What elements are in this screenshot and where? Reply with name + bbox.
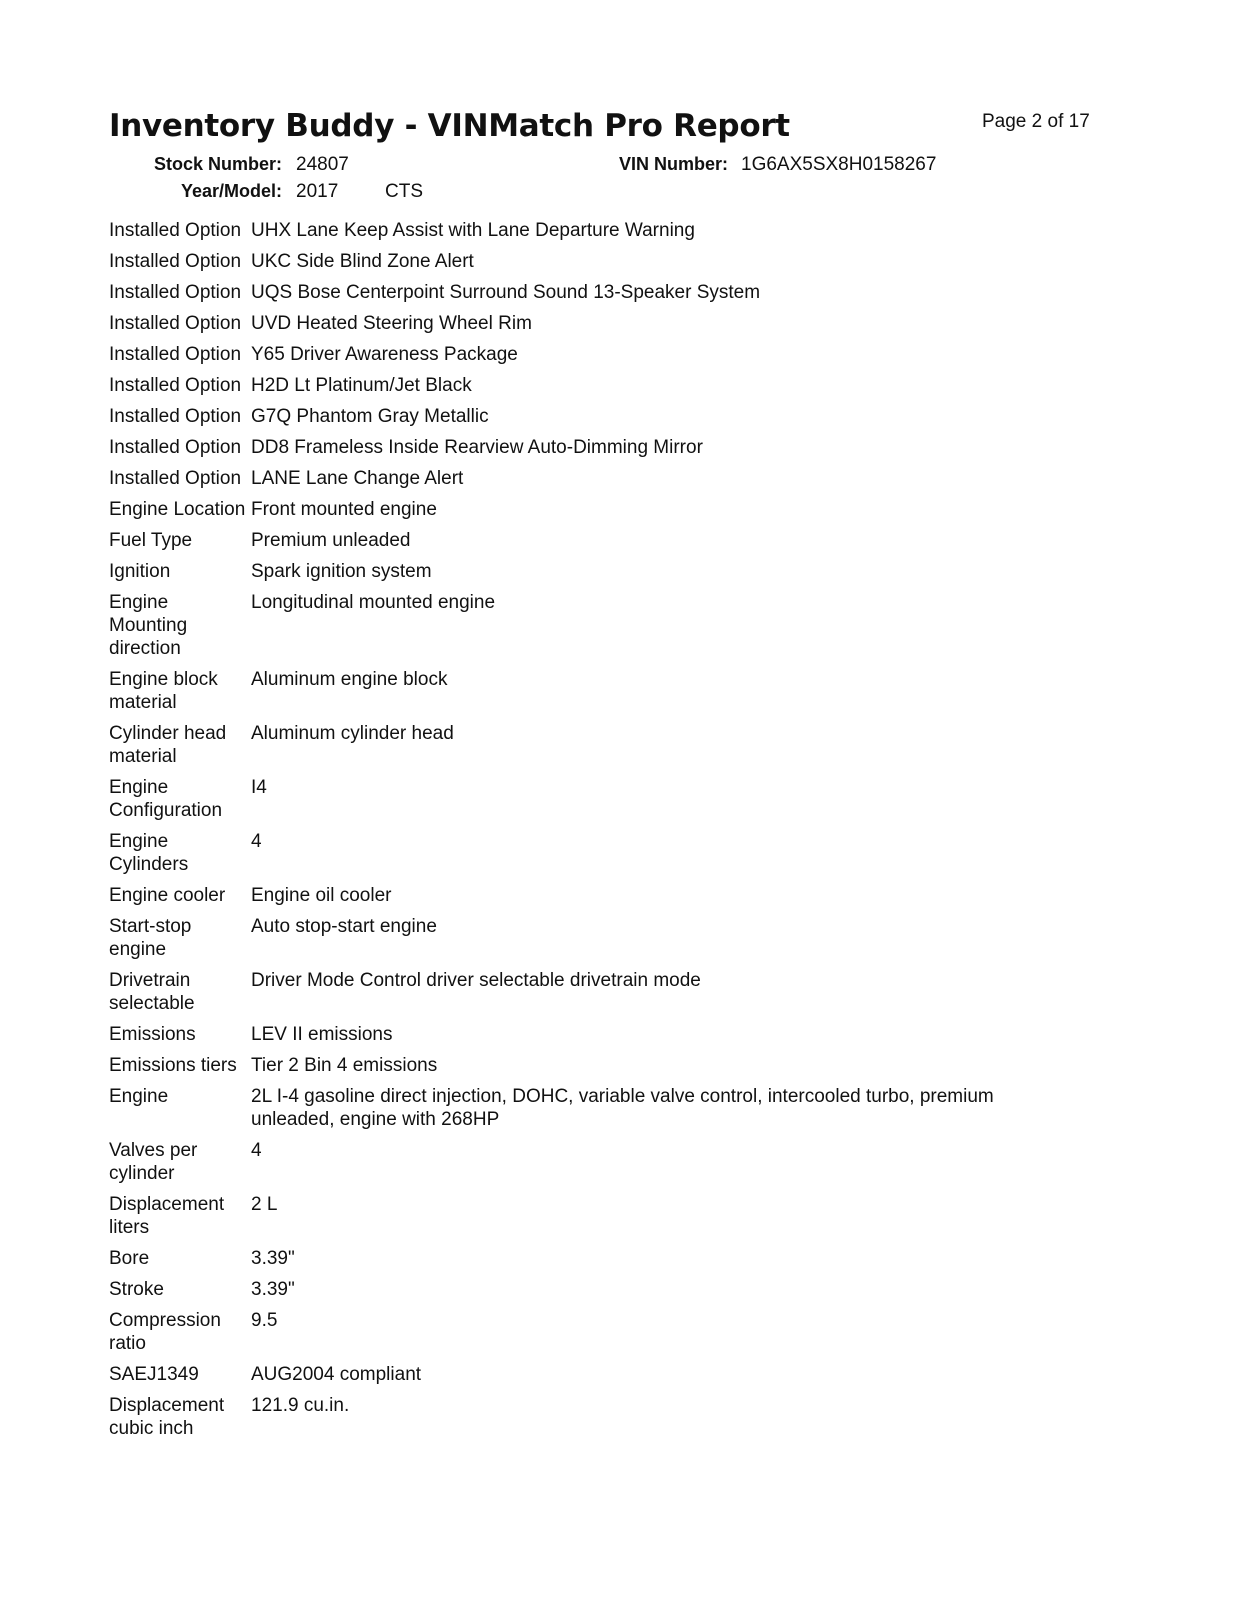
spec-value: H2D Lt Platinum/Jet Black [251,375,472,396]
spec-row [109,1053,1099,1084]
spec-value: Longitudinal mounted engine [251,592,496,613]
spec-row [109,968,1099,1022]
spec-row [109,1022,1099,1053]
spec-value: Auto stop-start engine [251,916,437,937]
spec-row [109,775,1099,829]
spec-value: UHX Lane Keep Assist with Lane Departure Warning [251,220,695,241]
spec-label: Engine [109,1086,169,1107]
spec-row [109,883,1099,914]
model-value: CTS [385,181,423,202]
spec-label: Cylinder head material [109,723,227,767]
spec-value: 9.5 [251,1310,278,1331]
spec-row [109,559,1099,590]
spec-label: Engine cooler [109,885,226,906]
spec-label: Engine Configuration [109,777,223,821]
spec-value: LANE Lane Change Alert [251,468,464,489]
spec-label: Emissions [109,1024,196,1045]
vin-number-label: VIN Number: [618,154,728,174]
spec-row [109,1308,1099,1362]
spec-label: Fuel Type [109,530,193,551]
spec-label: Installed Option [109,313,242,334]
spec-value: DD8 Frameless Inside Rearview Auto-Dimming Mirror [251,437,703,458]
spec-label: Drivetrain selectable [109,970,195,1014]
spec-value: AUG2004 compliant [251,1364,422,1385]
spec-label: Installed Option [109,251,242,272]
spec-value: 2 L [251,1194,278,1215]
spec-row [109,721,1099,775]
spec-value: Aluminum cylinder head [251,723,454,744]
spec-label: Installed Option [109,375,242,396]
spec-value: 3.39" [251,1248,295,1269]
spec-value: Spark ignition system [251,561,432,582]
spec-label: Stroke [109,1279,164,1300]
spec-value: 3.39" [251,1279,295,1300]
spec-label: Compression ratio [109,1310,221,1354]
spec-label: Emissions tiers [109,1055,237,1076]
spec-label: Installed Option [109,282,242,303]
spec-label: Engine Location [109,499,246,520]
spec-label: Installed Option [109,437,242,458]
spec-value: UVD Heated Steering Wheel Rim [251,313,532,334]
spec-value: Premium unleaded [251,530,411,551]
spec-row [109,1084,1099,1138]
spec-row [109,1362,1099,1393]
report-title: Inventory Buddy - VINMatch Pro Report [109,108,790,144]
spec-value: Engine oil cooler [251,885,392,906]
year-value: 2017 [296,181,339,202]
spec-row [109,914,1099,968]
spec-value: LEV II emissions [251,1024,393,1045]
spec-value: Driver Mode Control driver selectable drivetrain mode [251,970,701,991]
spec-value: Front mounted engine [251,499,437,520]
spec-row [109,1277,1099,1308]
spec-row [109,1138,1099,1192]
spec-label: Displacement cubic inch [109,1395,225,1439]
spec-value: I4 [251,777,267,798]
spec-label: Installed Option [109,220,242,241]
spec-value: 4 [251,831,262,852]
spec-row [109,667,1099,721]
spec-label: Displacement liters [109,1194,225,1238]
spec-row [109,311,1099,342]
spec-value: Tier 2 Bin 4 emissions [251,1055,438,1076]
vin-number-value: 1G6AX5SX8H0158267 [741,154,937,175]
stock-number-value: 24807 [296,154,349,175]
spec-row [109,466,1099,497]
spec-label: Start-stop engine [109,916,192,960]
spec-value: UQS Bose Centerpoint Surround Sound 13-Speaker System [251,282,761,303]
spec-row [109,1393,1099,1447]
spec-value: 121.9 cu.in. [251,1395,350,1416]
spec-value: 2L I-4 gasoline direct injection, DOHC, variable valve control, intercooled turbo, premium unleaded, engine with 268HP [251,1086,994,1130]
spec-row [109,528,1099,559]
spec-label: Engine Cylinders [109,831,189,875]
spec-label: Valves per cylinder [109,1140,198,1184]
spec-label: SAEJ1349 [109,1364,199,1385]
spec-row [109,373,1099,404]
spec-value: Aluminum engine block [251,669,448,690]
stock-number-label: Stock Number: [153,154,282,174]
spec-label: Installed Option [109,406,242,427]
spec-row [109,342,1099,373]
spec-row [109,404,1099,435]
spec-list [109,218,1099,1447]
spec-label: Engine Mounting direction [109,592,188,659]
spec-row [109,1246,1099,1277]
year-model-label: Year/Model: [180,181,282,201]
spec-row [109,829,1099,883]
spec-row [109,590,1099,667]
spec-value: Y65 Driver Awareness Package [251,344,518,365]
spec-row [109,435,1099,466]
spec-label: Installed Option [109,468,242,489]
spec-label: Bore [109,1248,150,1269]
spec-label: Ignition [109,561,171,582]
spec-row [109,218,1099,249]
spec-value: G7Q Phantom Gray Metallic [251,406,489,427]
spec-value: UKC Side Blind Zone Alert [251,251,474,272]
spec-row [109,249,1099,280]
spec-value: 4 [251,1140,262,1161]
spec-label: Installed Option [109,344,242,365]
spec-row [109,280,1099,311]
spec-row [109,497,1099,528]
spec-label: Engine block material [109,669,218,713]
spec-row [109,1192,1099,1246]
page-number: Page 2 of 17 [982,111,1090,132]
